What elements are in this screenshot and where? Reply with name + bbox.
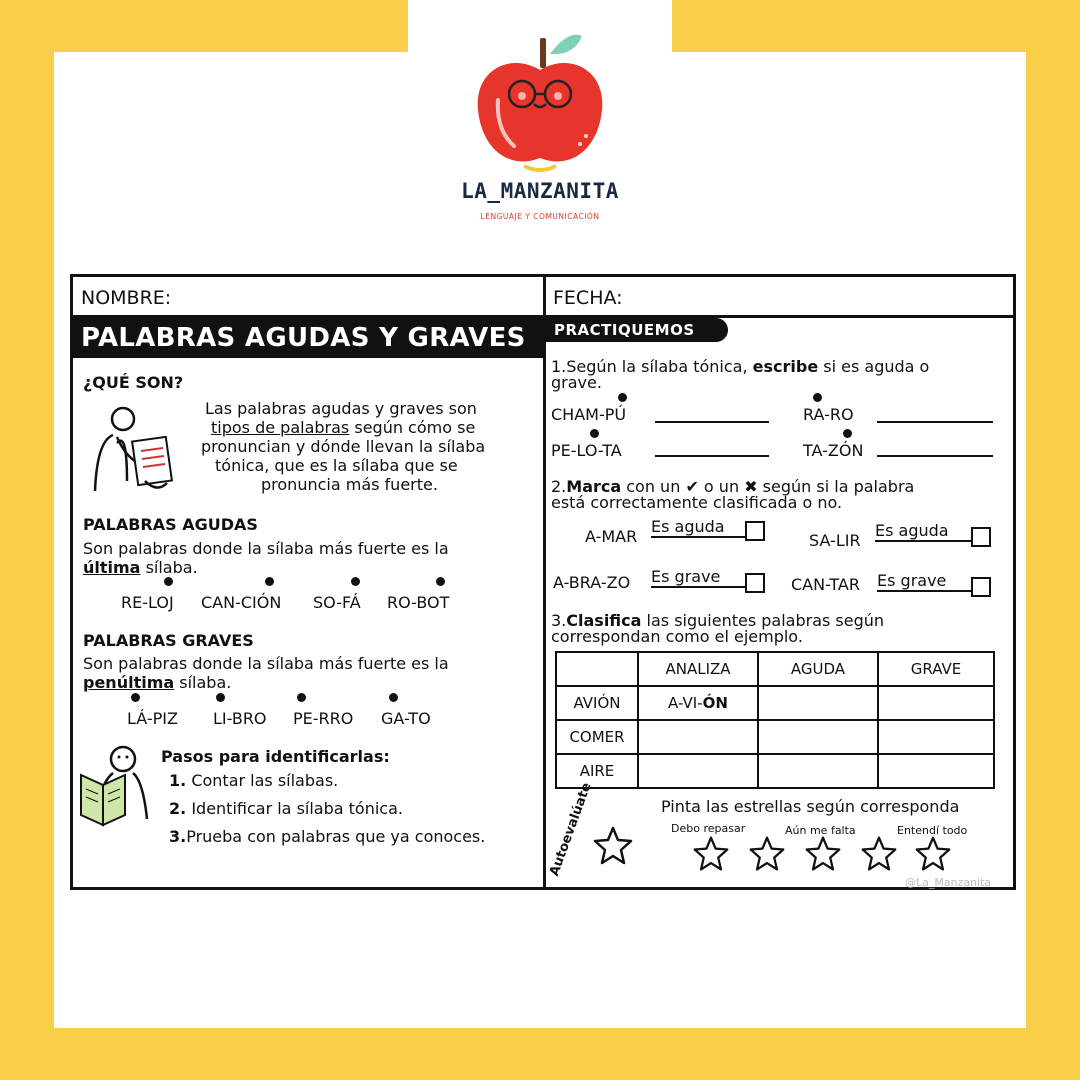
table-grave-cell[interactable] [878, 720, 994, 754]
table-header [556, 652, 638, 686]
q2-word: A-MAR [585, 527, 638, 546]
date-field[interactable] [633, 285, 1003, 313]
self-eval-instruction: Pinta las estrellas según corresponda [661, 797, 960, 816]
intro-line-2-rest: según cómo se [349, 418, 476, 437]
table-header-row [556, 652, 994, 686]
q2-word: CAN-TAR [791, 575, 860, 594]
stress-dot [351, 577, 360, 586]
q1-answer-blank[interactable] [877, 455, 993, 457]
what-heading: ¿QUÉ SON? [83, 373, 184, 392]
intro-line-3: pronuncian y dónde llevan la sílaba [201, 437, 486, 456]
table-aguda-cell[interactable] [758, 720, 878, 754]
table-header: GRAVE [878, 652, 994, 686]
q2-classification: Es grave [877, 571, 971, 592]
watermark: @La_Manzanita [905, 876, 992, 889]
step-item: 3.Prueba con palabras que ya conoces. [169, 827, 486, 846]
badge-star-icon [591, 825, 635, 867]
apple-logo-icon [470, 30, 610, 180]
q1-prompt: 1.Según la sílaba tónica, escribe si es aguda o [551, 357, 930, 376]
step-item: 2. Identificar la sílaba tónica. [169, 799, 403, 818]
table-grave-cell[interactable] [878, 686, 994, 720]
q2-checkbox[interactable] [971, 577, 991, 597]
aguda-example: SO-FÁ [313, 593, 361, 612]
practice-label: PRACTIQUEMOS [546, 318, 728, 342]
q1-prompt-2: grave. [551, 373, 602, 392]
q2-classification: Es aguda [875, 521, 971, 542]
date-label: FECHA: [553, 287, 623, 309]
q2-word: SA-LIR [809, 531, 861, 550]
agudas-definition: Son palabras donde la sílaba más fuerte es la [83, 539, 449, 558]
stress-dot [436, 577, 445, 586]
intro-line-4: tónica, que es la sílaba que se [215, 456, 458, 475]
name-field[interactable] [243, 285, 535, 313]
stress-dot [843, 429, 852, 438]
stress-dot [618, 393, 627, 402]
table-row [556, 754, 994, 788]
worksheet [70, 274, 1016, 890]
stress-dot [265, 577, 274, 586]
table-word: AVIÓN [556, 686, 638, 720]
q2-prompt: 2.Marca con un ✔ o un ✖ según si la palabra [551, 477, 915, 496]
q2-prompt-2: está correctamente clasificada o no. [551, 493, 843, 512]
grave-example: LÁ-PIZ [127, 709, 178, 728]
graves-emphasis: penúltima [83, 673, 175, 692]
classification-table [555, 651, 995, 789]
table-aguda-cell[interactable] [758, 686, 878, 720]
stress-dot [813, 393, 822, 402]
q2-checkbox[interactable] [745, 521, 765, 541]
table-row [556, 686, 994, 720]
agudas-heading: PALABRAS AGUDAS [83, 515, 258, 534]
q2-word: A-BRA-ZO [553, 573, 631, 592]
q1-word: PE-LO-TA [551, 441, 622, 460]
student-writing-icon [87, 401, 187, 501]
stress-dot [131, 693, 140, 702]
graves-rest: sílaba. [174, 673, 232, 692]
student-reading-icon [77, 741, 163, 831]
intro-line-2 [211, 418, 475, 437]
stress-dot [297, 693, 306, 702]
table-analysis[interactable] [638, 754, 758, 788]
table-grave-cell[interactable] [878, 754, 994, 788]
q1-answer-blank[interactable] [655, 455, 769, 457]
page-title: PALABRAS AGUDAS Y GRAVES [73, 318, 543, 358]
grave-example: GA-TO [381, 709, 431, 728]
q2-checkbox[interactable] [745, 573, 765, 593]
q1-answer-blank[interactable] [877, 421, 993, 423]
q1-word: TA-ZÓN [803, 441, 864, 460]
self-eval-badge: Autoevalúate [547, 780, 595, 879]
check-icon: ✔ [685, 477, 699, 496]
q2-checkbox[interactable] [971, 527, 991, 547]
name-label: NOMBRE: [81, 287, 172, 309]
intro-line-1: Las palabras agudas y graves son [205, 399, 477, 418]
rating-star-icon[interactable] [691, 835, 731, 873]
rating-star-icon[interactable] [913, 835, 953, 873]
graves-definition: Son palabras donde la sílaba más fuerte es la [83, 654, 449, 673]
agudas-emphasis: última [83, 558, 141, 577]
self-eval-level: Entendí todo [897, 824, 968, 837]
table-header: ANALIZA [638, 652, 758, 686]
rating-star-icon[interactable] [747, 835, 787, 873]
table-row [556, 720, 994, 754]
agudas-rest: sílaba. [140, 558, 198, 577]
q2-classification: Es aguda [651, 517, 745, 538]
stress-dot [216, 693, 225, 702]
intro-keyword: tipos de palabras [211, 418, 350, 437]
q1-word: CHAM-PÚ [551, 405, 627, 424]
aguda-example: RE-LOJ [121, 593, 174, 612]
table-analysis[interactable]: A-VI-ÓN [638, 686, 758, 720]
table-word: AIRE [556, 754, 638, 788]
stress-dot [389, 693, 398, 702]
self-eval-level: Aún me falta [785, 824, 856, 837]
stress-dot [590, 429, 599, 438]
q3-prompt: 3.Clasifica las siguientes palabras según [551, 611, 885, 630]
grave-example: PE-RRO [293, 709, 354, 728]
table-word: COMER [556, 720, 638, 754]
table-analysis[interactable] [638, 720, 758, 754]
q2-classification: Es grave [651, 567, 745, 588]
rating-star-icon[interactable] [803, 835, 843, 873]
q1-answer-blank[interactable] [655, 421, 769, 423]
aguda-example: RO-BOT [387, 593, 450, 612]
graves-definition-2 [83, 673, 231, 692]
q3-prompt-2: correspondan como el ejemplo. [551, 627, 803, 646]
q1-word: RA-RO [803, 405, 854, 424]
stress-dot [164, 577, 173, 586]
table-header: AGUDA [758, 652, 878, 686]
aguda-example: CAN-CIÓN [201, 593, 282, 612]
step-item: 1. Contar las sílabas. [169, 771, 339, 790]
brand-name: LA_MANZANITA [461, 179, 619, 203]
column-divider [543, 277, 546, 887]
table-aguda-cell[interactable] [758, 754, 878, 788]
rating-star-icon[interactable] [859, 835, 899, 873]
brand-tagline: LENGUAJE Y COMUNICACIÓN [480, 212, 600, 221]
grave-example: LI-BRO [213, 709, 267, 728]
intro-line-5: pronuncia más fuerte. [261, 475, 438, 494]
agudas-definition-2 [83, 558, 198, 577]
graves-heading: PALABRAS GRAVES [83, 631, 254, 650]
self-eval-level: Debo repasar [671, 822, 746, 835]
cross-icon: ✖ [744, 477, 758, 496]
steps-heading: Pasos para identificarlas: [161, 747, 390, 766]
